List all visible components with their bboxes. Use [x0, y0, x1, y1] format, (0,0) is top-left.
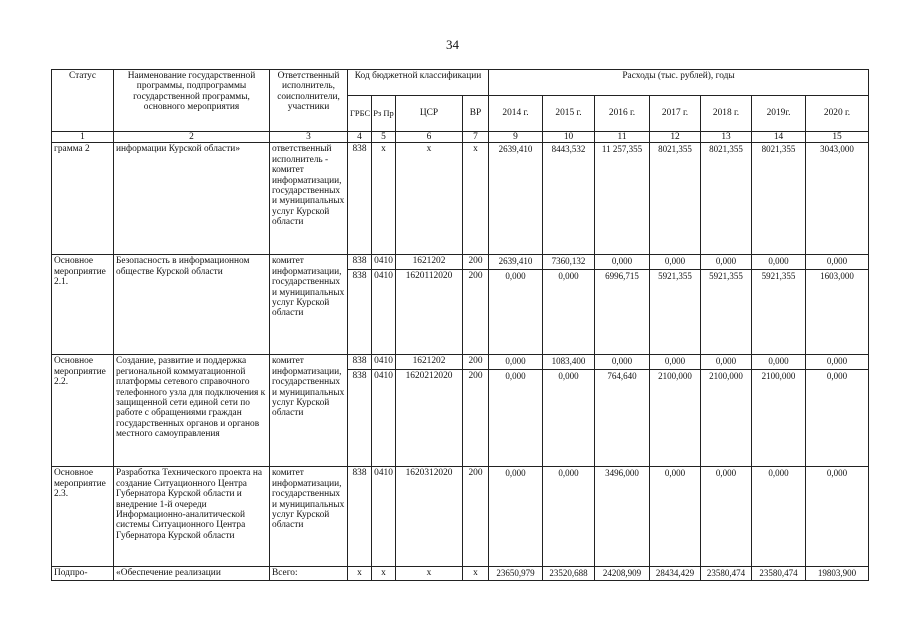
cell-value: 8021,355: [658, 144, 692, 155]
cell-value: 8021,355: [709, 144, 743, 155]
cell-value: 2100,000: [701, 369, 751, 381]
cell-value: 8021,355: [761, 144, 796, 155]
cell-grbs: 838: [352, 256, 367, 267]
cell-value: 1083,400: [551, 356, 586, 367]
cell-csr: 1620112020: [396, 269, 462, 281]
cell-vr: 200: [468, 356, 483, 367]
cell-value: 0,000: [768, 256, 789, 267]
cell-vr: х: [473, 144, 478, 155]
cell-vr: 200: [468, 468, 483, 479]
cell-value: 6996,715: [595, 269, 649, 281]
cell-value: 0,000: [715, 356, 737, 367]
cell-value: 0,000: [826, 356, 848, 367]
header-grbs: ГРБС: [348, 96, 372, 132]
column-number: 7: [463, 132, 489, 143]
cell-value: 0,000: [505, 356, 526, 367]
row-name: Безопасность в информационном обществе Курской области: [114, 255, 270, 355]
cell-rzpr: 0410: [372, 269, 395, 281]
row-status: Основное мероприятие 2.2.: [52, 355, 114, 467]
cell-grbs: 838: [348, 369, 371, 381]
cell-rzpr: 0410: [374, 356, 393, 367]
cell-value: 2639,410: [498, 144, 533, 155]
table-row: [52, 255, 869, 355]
header-name: Наименование государственной программы, подпрограммы государственной программы, основного мероприятия: [114, 70, 270, 132]
cell-value: 2100,000: [650, 369, 700, 381]
row-executor: комитет информатизации, государственных и муниципальных услуг Курской области: [270, 355, 348, 467]
row-name: Разработка Технического проекта на создание Ситуационного Центра Губернатора Курской области и внедрение 1-й очереди Информационно-аналитической системы Ситуационного Центра Губернатора Курской области: [114, 467, 270, 567]
cell-rzpr: 0410: [372, 369, 395, 381]
cell-rzpr: х: [381, 144, 386, 155]
column-number: 14: [752, 132, 806, 143]
budget-table: [51, 69, 869, 581]
cell-value: 5921,355: [701, 269, 751, 281]
row-executor: Всего:: [270, 567, 348, 581]
cell-value: 3043,000: [820, 144, 854, 155]
cell-csr: 1620312020: [405, 468, 453, 479]
cell-grbs: 838: [352, 356, 367, 367]
header-year: 2014 г.: [489, 96, 543, 132]
column-number: 9: [489, 132, 543, 143]
cell-grbs: 838: [348, 269, 371, 281]
cell-value: 7360,132: [551, 256, 586, 267]
cell-value: 2639,410: [498, 256, 533, 267]
column-number: 1: [52, 132, 114, 143]
row-executor: комитет информатизации, государственных и муниципальных услуг Курской области: [270, 467, 348, 567]
cell-vr: 200: [468, 256, 483, 267]
column-number: 10: [543, 132, 595, 143]
cell-value: 0,000: [611, 356, 633, 367]
cell-value: 0,000: [505, 468, 526, 479]
column-number: 11: [595, 132, 650, 143]
column-number: 2: [114, 132, 270, 143]
cell-value: 0,000: [558, 468, 579, 479]
header-executor: Ответственный исполнитель, соисполнители, участники: [270, 70, 348, 132]
cell-value: 0,000: [826, 468, 848, 479]
column-numbers-row: [52, 132, 869, 143]
cell-value: 0,000: [664, 256, 686, 267]
cell-value: 0,000: [611, 256, 633, 267]
table-row: [52, 467, 869, 567]
row-status: Основное мероприятие 2.3.: [52, 467, 114, 567]
header-year: 2018 г.: [701, 96, 752, 132]
cell-grbs: х: [357, 568, 362, 579]
header-year: 2015 г.: [543, 96, 595, 132]
cell-value: 0,000: [715, 256, 737, 267]
cell-csr: 1621202: [412, 256, 446, 267]
column-number: 4: [348, 132, 372, 143]
cell-value: 0,000: [768, 468, 789, 479]
cell-grbs: 838: [352, 144, 367, 155]
cell-value: 0,000: [489, 369, 542, 381]
cell-value: 11 257,355: [601, 144, 643, 155]
row-executor: комитет информатизации, государственных и муниципальных услуг Курской области: [270, 255, 348, 355]
cell-value: 24208,909: [602, 568, 642, 579]
cell-value: 5921,355: [650, 269, 700, 281]
table-row: [52, 567, 869, 581]
cell-value: 0,000: [664, 468, 686, 479]
cell-csr: 1621202: [412, 356, 446, 367]
column-number: 5: [372, 132, 396, 143]
cell-rzpr: х: [381, 568, 386, 579]
cell-value: 28434,429: [655, 568, 695, 579]
row-status: Основное мероприятие 2.1.: [52, 255, 114, 355]
cell-value: 0,000: [543, 269, 594, 281]
row-executor: ответственный исполнитель - комитет информатизации, государственных и муниципальных услуг Курской области: [270, 143, 348, 255]
cell-value: 1603,000: [806, 269, 868, 281]
header-csr: ЦСР: [396, 96, 463, 132]
cell-grbs: 838: [352, 468, 367, 479]
cell-csr: х: [426, 568, 432, 579]
cell-vr: 200: [463, 269, 488, 281]
cell-vr: х: [473, 568, 478, 579]
row-name: информации Курской области»: [114, 143, 270, 255]
cell-value: 0,000: [543, 369, 594, 381]
cell-value: 5921,355: [752, 269, 805, 281]
cell-value: 23520,688: [549, 568, 588, 579]
cell-rzpr: 0410: [374, 468, 393, 479]
row-name: Создание, развитие и поддержка региональной коммуатационной платформы сетевого справочного телефонного узла для подключения к защищенной сети единой сети по работе с обращениями граждан государственных органов и органов местного самоуправления: [114, 355, 270, 467]
cell-value: 0,000: [806, 369, 868, 381]
page-number: 34: [446, 37, 459, 52]
cell-value: 3496,000: [605, 468, 639, 479]
cell-vr: 200: [463, 369, 488, 381]
cell-value: 19803,900: [817, 568, 857, 579]
cell-value: 0,000: [715, 468, 737, 479]
cell-value: 23650,979: [496, 568, 535, 579]
column-number: 3: [270, 132, 348, 143]
cell-value: 23580,474: [759, 568, 798, 579]
header-year: 2019г.: [752, 96, 806, 132]
header-expenses-group: Расходы (тыс. рублей), годы: [489, 70, 869, 96]
cell-value: 0,000: [664, 356, 686, 367]
header-year: 2017 г.: [650, 96, 701, 132]
row-status: грамма 2: [52, 143, 114, 255]
table-row: [52, 143, 869, 255]
header-vr: ВР: [463, 96, 489, 132]
column-number: 13: [701, 132, 752, 143]
header-rzpr: Рз Пр: [372, 96, 396, 132]
cell-rzpr: 0410: [374, 256, 393, 267]
cell-value: 0,000: [826, 256, 848, 267]
cell-value: 0,000: [768, 356, 789, 367]
row-name: «Обеспечение реализации: [114, 567, 270, 581]
row-status: Подпро-: [52, 567, 114, 581]
cell-value: 0,000: [489, 269, 542, 281]
cell-value: 8443,532: [551, 144, 586, 155]
table-row: [52, 355, 869, 467]
column-number: 6: [396, 132, 463, 143]
column-number: 15: [806, 132, 869, 143]
cell-csr: х: [426, 144, 432, 155]
header-code-group: Код бюджетной классификации: [348, 70, 489, 96]
header-year: 2016 г.: [595, 96, 650, 132]
cell-csr: 1620212020: [396, 369, 462, 381]
column-number: 12: [650, 132, 701, 143]
header-status: Статус: [52, 70, 114, 132]
cell-value: 23580,474: [706, 568, 746, 579]
cell-value: 2100,000: [752, 369, 805, 381]
cell-value: 764,640: [595, 369, 649, 381]
header-year: 2020 г.: [806, 96, 869, 132]
